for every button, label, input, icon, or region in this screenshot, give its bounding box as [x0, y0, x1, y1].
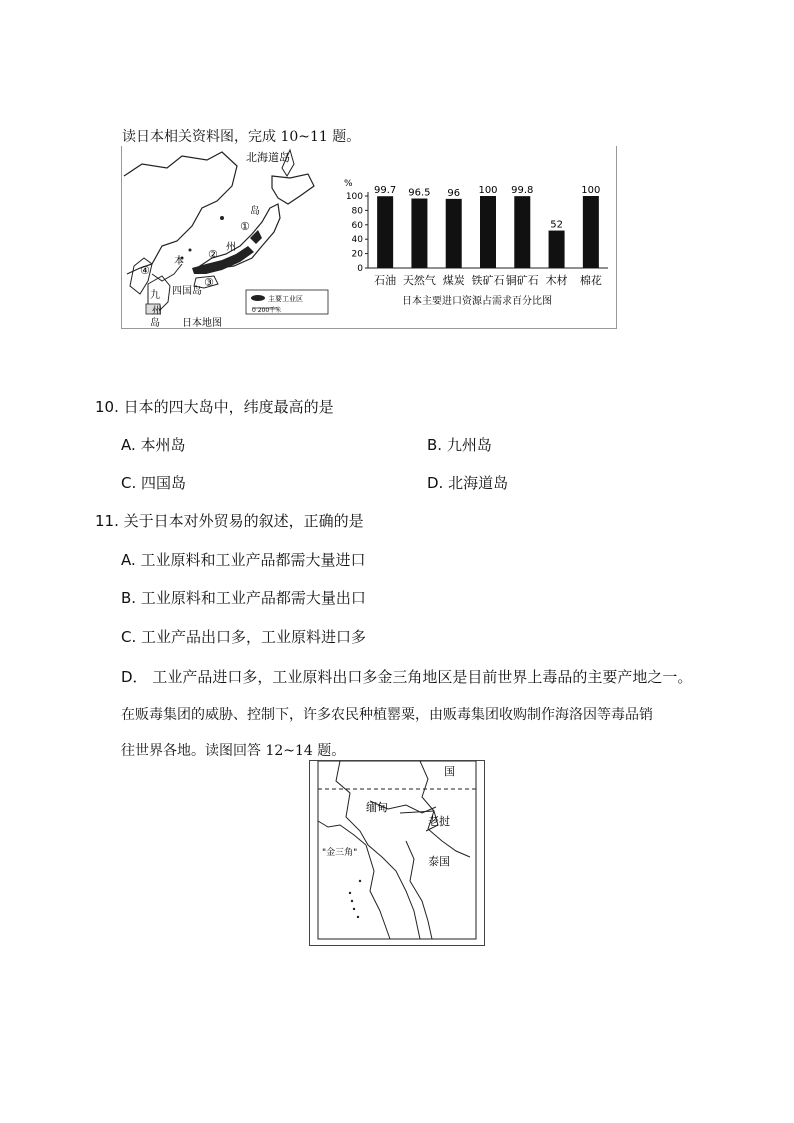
intro-text-2b: 往世界各地。读图回答 12~14 题。: [121, 743, 346, 759]
label-ben: 本: [174, 256, 184, 267]
import-bar-chart: [342, 146, 612, 328]
y-tick-label: 80: [351, 206, 363, 217]
map-label-golden-triangle: "金三角": [322, 848, 358, 858]
label-dao: 岛: [250, 206, 260, 217]
map-label-thailand: 泰国: [428, 855, 450, 868]
bar: [583, 196, 599, 268]
bar-value-label: 99.7: [374, 185, 397, 197]
legend-industry: 主要工业区: [268, 295, 303, 303]
y-unit: %: [344, 179, 353, 189]
label-jiu: 九: [150, 290, 160, 301]
q10-option-d[interactable]: D. 北海道岛: [427, 474, 509, 492]
q11-option-a[interactable]: A. 工业原料和工业产品都需大量进口: [121, 551, 366, 569]
bar-value-label: 99.8: [511, 185, 534, 197]
label-hokkaido: 北海道岛: [246, 151, 290, 164]
q11-option-b[interactable]: B. 工业原料和工业产品都需大量出口: [121, 589, 366, 607]
q10-option-a[interactable]: A. 本州岛: [121, 436, 186, 454]
marker-3: ③: [204, 276, 214, 289]
category-label: 煤炭: [442, 274, 465, 287]
q10-option-c[interactable]: C. 四国岛: [121, 474, 187, 492]
bar: [480, 196, 496, 268]
bar: [514, 196, 530, 268]
bar-value-label: 96.5: [408, 187, 431, 199]
bar: [411, 199, 427, 268]
japan-map: [122, 146, 332, 328]
bar: [377, 196, 393, 268]
y-tick-label: 20: [351, 249, 363, 260]
label-zhou: 州: [226, 242, 236, 253]
intro-text-1: 读日本相关资料图，完成 10~11 题。: [122, 129, 361, 145]
chart-title: 日本主要进口资源占需求百分比图: [402, 296, 552, 307]
category-label: 棉花: [579, 274, 602, 287]
marker-2: ②: [208, 248, 218, 261]
y-tick-label: 0: [357, 264, 363, 274]
bar-value-label: 100: [581, 185, 601, 196]
japan-map-caption: 日本地图: [182, 318, 222, 328]
bar: [446, 199, 462, 268]
category-label: 木材: [545, 274, 568, 287]
label-shikoku: 四国岛: [172, 286, 202, 297]
q11-option-c[interactable]: C. 工业产品出口多，工业原料进口多: [121, 628, 367, 646]
y-tick-label: 60: [351, 220, 363, 231]
bar-value-label: 100: [478, 185, 498, 196]
bar-value-label: 96: [447, 187, 461, 199]
label-zhou2: 州: [152, 306, 162, 317]
q10-option-b[interactable]: B. 九州岛: [427, 436, 492, 454]
bar: [549, 231, 565, 268]
golden-triangle-figure: [309, 760, 485, 946]
marker-4: ④: [140, 264, 150, 277]
map-label-myanmar: 缅甸: [366, 801, 388, 814]
legend-scale: 0 200千米: [252, 307, 282, 314]
q11-stem: 11. 关于日本对外贸易的叙述，正确的是: [95, 512, 364, 530]
japan-figure: [121, 146, 617, 329]
category-label: 天然气: [402, 274, 436, 287]
bar-value-label: 52: [550, 219, 563, 231]
q11-option-d[interactable]: D． 工业产品进口多，工业原料出口多金三角地区是目前世界上毒品的主要产地之一。: [121, 668, 693, 686]
label-dao2: 岛: [150, 318, 160, 328]
category-label: 石油: [374, 274, 397, 287]
q10-stem: 10. 日本的四大岛中，纬度最高的是: [95, 398, 334, 416]
y-tick-label: 100: [345, 192, 363, 202]
category-label: 铜矿石: [505, 274, 539, 287]
map-label-guo: 国: [444, 765, 455, 778]
marker-1: ①: [240, 220, 250, 233]
intro-text-2a: 在贩毒集团的威胁、控制下，许多农民种植罂粟，由贩毒集团收购制作海洛因等毒品销: [121, 707, 653, 723]
golden-triangle-map: [310, 761, 484, 945]
y-tick-label: 40: [351, 235, 363, 246]
map-label-laos: 老挝: [428, 815, 450, 828]
category-label: 铁矿石: [471, 274, 505, 287]
